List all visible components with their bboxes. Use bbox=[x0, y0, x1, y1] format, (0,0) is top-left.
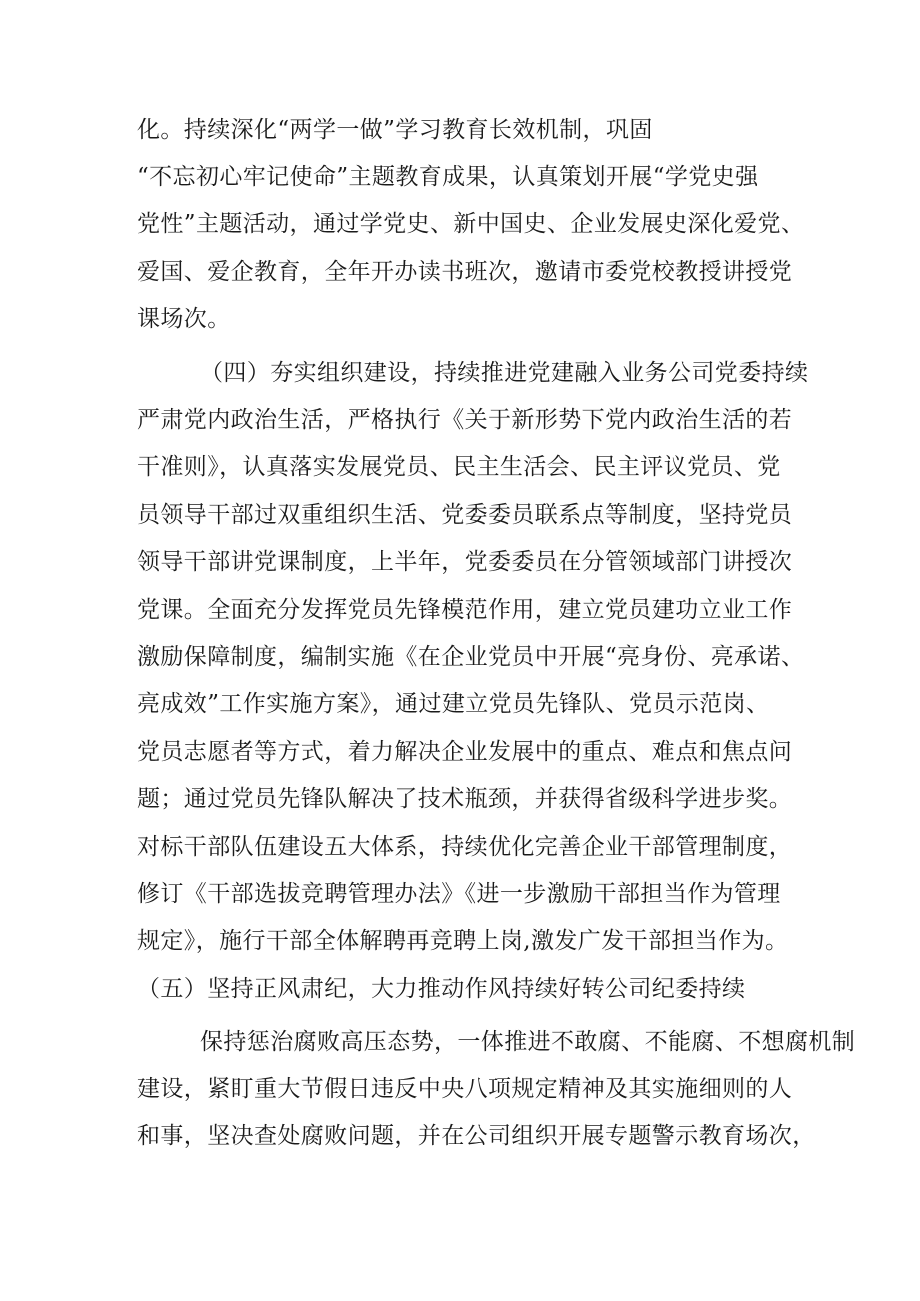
text-line: 领导干部讲党课制度，上半年，党委委员在分管领域部门讲授次 bbox=[137, 549, 793, 575]
text-line: 和事，坚决查处腐败问题，并在公司组织开展专题警示教育场次， bbox=[137, 1123, 816, 1149]
text-line: 建设，紧盯重大节假日违反中央八项规定精神及其实施细则的人 bbox=[137, 1076, 793, 1102]
text-line bbox=[137, 1164, 920, 1204]
section-heading-5: 保持惩治腐败高压态势，一体推进不敢腐、不能腐、不想腐机制 bbox=[200, 1029, 856, 1055]
text-line: 爱国、爱企教育，全年开办读书班次，邀请市委党校教授讲授党 bbox=[137, 259, 793, 285]
text-line: 规定》，施行干部全体解聘再竞聘上岗,激发广发干部担当作为。 bbox=[137, 928, 789, 954]
text-line: 激励保障制度，编制实施《在企业党员中开展“亮身份、亮承诺、 bbox=[137, 644, 805, 670]
text-line: 亮成效”工作实施方案》，通过建立党员先锋队、党员示范岗、 bbox=[137, 691, 770, 717]
text-line: 严肃党内政治生活，严格执行《关于新形势下党内政治生活的若 bbox=[137, 407, 793, 433]
text-line: 党性”主题活动，通过学党史、新中国史、企业发展史深化爱党、 bbox=[137, 211, 805, 237]
section-heading-4: （四）夯实组织建设，持续推进党建融入业务公司党委持续 bbox=[200, 360, 809, 386]
text-line: 干准则》，认真落实发展党员、民主生活会、民主评议党员、党 bbox=[137, 454, 781, 480]
text-line: 员领导干部过双重组织生活、党委委员联系点等制度，坚持党员 bbox=[137, 502, 793, 528]
text-line: “不忘初心牢记使命”主题教育成果，认真策划开展“学党史强 bbox=[137, 164, 759, 190]
text-line: 题；通过党员先锋队解决了技术瓶颈，并获得省级科学进步奖。 bbox=[137, 786, 793, 812]
text-line: 课场次。 bbox=[137, 306, 231, 332]
text-line: 党课。全面充分发挥党员先锋模范作用，建立党员建功立业工作 bbox=[137, 597, 793, 623]
text-line: 修订《干部选拔竞聘管理办法》《进一步激励干部担当作为管理 bbox=[137, 881, 781, 907]
text-line: 化。持续深化“两学一做”学习教育长效机制，巩固 bbox=[137, 117, 653, 143]
text-line: 党员志愿者等方式，着力解决企业发展中的重点、难点和焦点问 bbox=[137, 739, 793, 765]
text-line: 对标干部队伍建设五大体系，持续优化完善企业干部管理制度， bbox=[137, 834, 793, 860]
text-line: （五）坚持正风肃纪，大力推动作风持续好转公司纪委持续 bbox=[137, 976, 746, 1002]
